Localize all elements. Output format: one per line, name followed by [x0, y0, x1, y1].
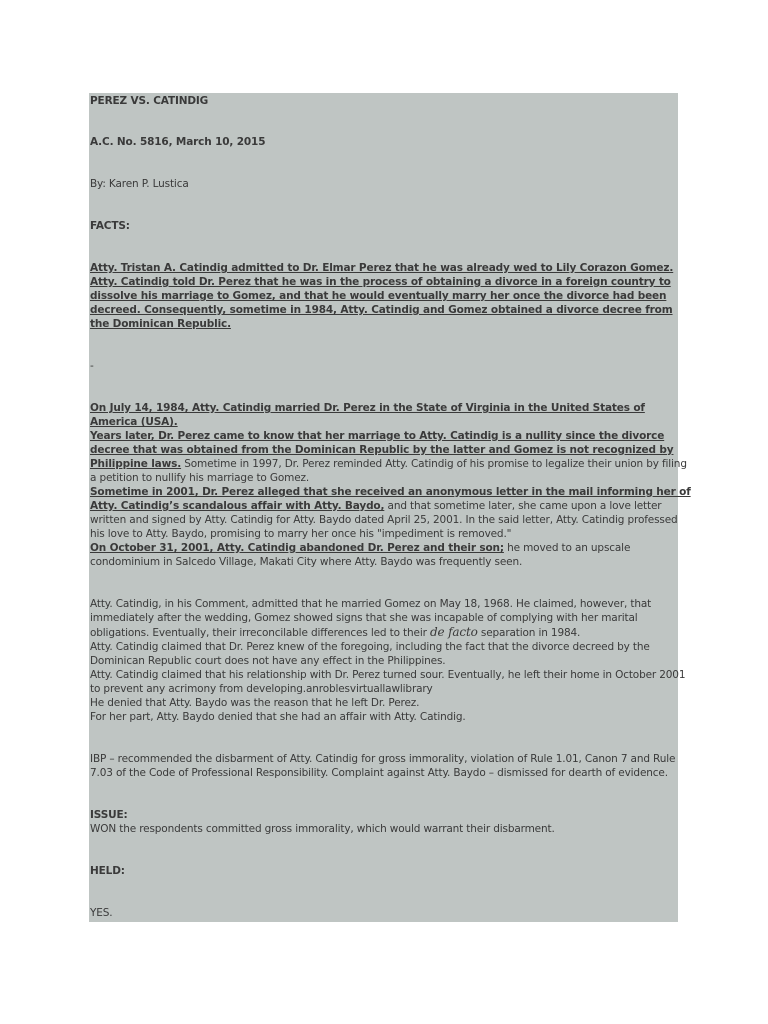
author-line: By: Karen P. Lustica: [90, 178, 189, 190]
de-facto-italic: de facto: [429, 625, 478, 639]
issue-text: WON the respondents committed gross immorality, which would warrant their disbarment.: [90, 823, 555, 835]
held-heading: HELD:: [90, 865, 125, 877]
held-text: YES.: [90, 907, 113, 919]
case-number: A.C. No. 5816, March 10, 2015: [90, 136, 266, 148]
facts-paragraph-2: On July 14, 1984, Atty. Catindig married Dr. Perez in the State of Virginia in the United States of America (USA).: [90, 402, 645, 428]
issue-heading: ISSUE:: [90, 809, 128, 821]
facts-paragraph-3: Years later, Dr. Perez came to know that her marriage to Atty. Catindig is a nullity since the divorce decree that was obtained from the Dominican Republic by the latter and Gomez is not recognized by Philippine laws. Sometime in 1997, Dr. Perez reminded Atty. Catindig of his promise to legalize their union by filing a petition to nullify his marriage to Gomez.: [90, 430, 687, 484]
facts-heading: FACTS:: [90, 220, 130, 232]
comment-paragraph: Atty. Catindig, in his Comment, admitted that he married Gomez on May 18, 1968. He claimed, however, that immediately after the wedding, Gomez showed signs that she was incapable of complying with her marital obligations. Eventually, their irreconcilable differences led to their de facto separation in 1984. Atty. Catindig claimed that Dr. Perez knew of the foregoing, including the fact that the divorce decreed by the Dominican Republic court does not have any effect in the Philippines. Atty. Catindig claimed that his relationship with Dr. Perez turned sour. Eventually, he left their home in October 2001 to prevent any acrimony from developing.anroblesvirtuallawlibrary He denied that Atty. Baydo was the reason that he left Dr. Perez. For her part, Atty. Baydo denied that she had an affair with Atty. Catindig.: [90, 598, 686, 723]
case-title: PEREZ VS. CATINDIG: [90, 95, 209, 107]
dash-separator: -: [90, 360, 94, 372]
facts-paragraph-5: On October 31, 2001, Atty. Catindig abandoned Dr. Perez and their son; he moved to an upscale condominium in Salcedo Village, Makati City where Atty. Baydo was frequently seen.: [90, 542, 631, 568]
ibp-paragraph: IBP – recommended the disbarment of Atty. Catindig for gross immorality, violation of Rule 1.01, Canon 7 and Rule 7.03 of the Code of Professional Responsibility. Complaint against Atty. Baydo – dismissed for dearth of evidence.: [90, 753, 676, 779]
document-content: [90, 93, 691, 920]
facts-paragraph-1: Atty. Tristan A. Catindig admitted to Dr. Elmar Perez that he was already wed to Lily Corazon Gomez. Atty. Catindig told Dr. Perez that he was in the process of obtaining a divorce in a foreign country to dissolve his marriage to Gomez, and that he would eventually marry her once the divorce had been decreed. Consequently, sometime in 1984, Atty. Catindig and Gomez obtained a divorce decree from the Dominican Republic.: [90, 262, 674, 330]
facts-paragraph-4: Sometime in 2001, Dr. Perez alleged that she received an anonymous letter in the mail informing her of Atty. Catindig’s scandalous affair with Atty. Baydo, and that sometime later, she came upon a love letter written and signed by Atty. Catindig for Atty. Baydo dated April 25, 2001. In the said letter, Atty. Catindig professed his love to Atty. Baydo, promising to marry her once his "impediment is removed.": [90, 486, 691, 540]
